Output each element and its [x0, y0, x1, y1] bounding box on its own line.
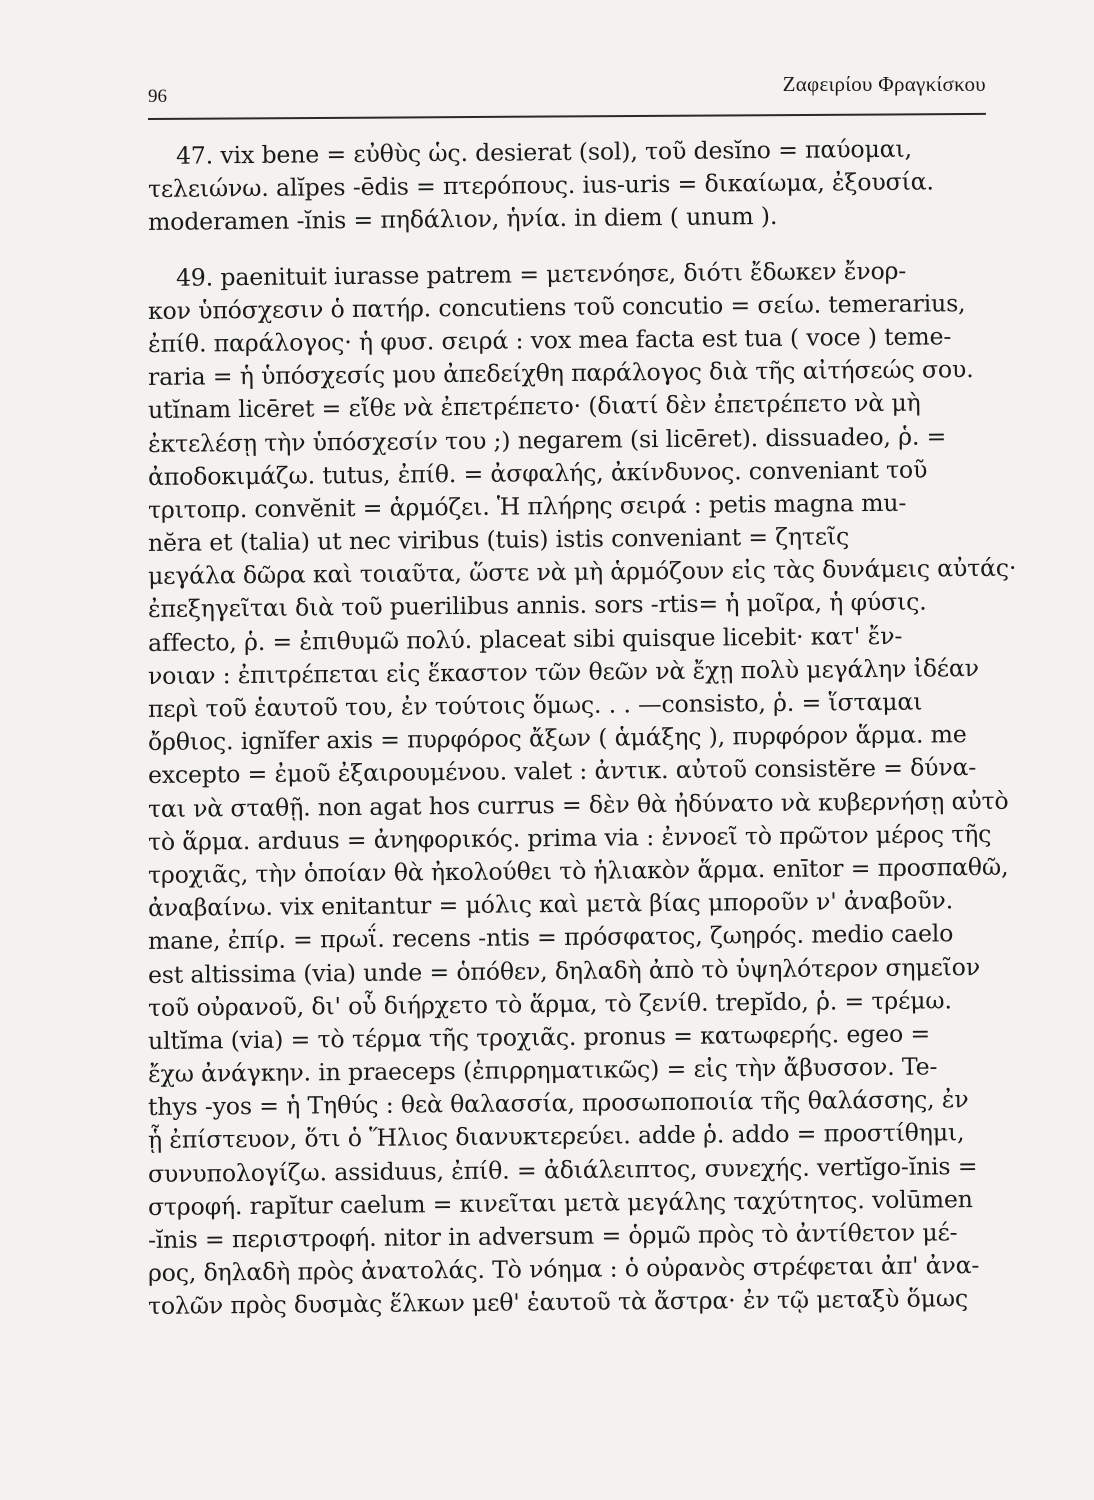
- text-line: ἀποδοκιμάζω. tutus, ἐπίθ. = ἀσφαλής, ἀκίνδυνος. conveniant τοῦ: [147, 455, 928, 491]
- text-line: τολῶν πρὸς δυσμὰς ἕλκων μεθ' ἑαυτοῦ τὰ ἄστρα· ἐν τῷ μεταξὺ ὅμως: [147, 1284, 969, 1321]
- text-line: ultĭma (via) = τὸ τέρμα τῆς τροχιᾶς. pronus = κατωφερής. egeo =: [147, 1019, 931, 1055]
- text-line: μεγάλα δῶρα καὶ τοιαῦτα, ὥστε νὰ μὴ ἁρμόζουν εἰς τὰς δυνάμεις αὐτάς·: [147, 553, 1017, 591]
- text-line: utĭnam licēret = εἴθε νὰ ἐπετρέπετο· (διατί δὲν ἐπετρέπετο νὰ μὴ: [147, 388, 921, 425]
- text-line: 49. paenituit iurasse patrem = μετενόησε, διότι ἔδωκεν ἔνορ-: [175, 256, 907, 292]
- text-line: νοιαν : ἐπιτρέπεται εἰς ἕκαστον τῶν θεῶν νὰ ἔχῃ πολὺ μεγάλην ἰδέαν: [147, 653, 979, 690]
- page-number: 96: [148, 86, 167, 107]
- text-line: ἐπεξηγεῖται διὰ τοῦ puerilibus annis. sors -rtis= ἡ μοῖρα, ἡ φύσις.: [147, 587, 927, 624]
- text-line: ἀναβαίνω. vix enitantur = μόλις καὶ μετὰ βίας μποροῦν ν' ἀναβοῦν.: [147, 886, 954, 923]
- text-line: ρος, δηλαδὴ πρὸς ἀνατολάς. Τὸ νόημα : ὁ οὐρανὸς στρέφεται ἀπ' ἀνα-: [147, 1251, 980, 1288]
- text-line: στροφή. rapĭtur caelum = κινεῖται μετὰ μεγάλης ταχύτητος. volūmen: [147, 1184, 973, 1221]
- paragraph-49: [147, 256, 1017, 1324]
- paragraph-47: [147, 134, 1008, 240]
- text-line: mane, ἐπίρ. = πρωΐ. recens -ntis = πρόσφατος, ζωηρός. medio caelo: [147, 919, 954, 956]
- text-line: κον ὑπόσχεσιν ὁ πατήρ. concutiens τοῦ concutio = σείω. temerarius,: [147, 288, 966, 325]
- running-head: Ζαφειρίου Φραγκίσκου: [782, 72, 986, 96]
- text-line: τελειώνω. alĭpes -ēdis = πτερόπους. ius-uris = δικαίωμα, ἐξουσία.: [147, 167, 934, 204]
- text-line: 47. vix bene = εὐθὺς ὡς. desierat (sol), τοῦ desĭno = παύομαι,: [175, 134, 913, 170]
- text-line: excepto = ἐμοῦ ἐξαιρουμένου. valet : ἀντικ. αὐτοῦ consistĕre = δύνα-: [147, 753, 977, 790]
- page-header: [148, 66, 986, 118]
- text-line: ἐκτελέσῃ τὴν ὑπόσχεσίν του ;) negarem (si licēret). dissuadeo, ῥ. =: [147, 421, 947, 458]
- text-line: τὸ ἅρμα. arduus = ἀνηφορικός. prima via : ἐννοεῖ τὸ πρῶτον μέρος τῆς: [147, 819, 992, 856]
- text-line: ἐπίθ. παράλογος· ἡ φυσ. σειρά : vox mea facta est tua ( voce ) teme-: [147, 322, 952, 358]
- text-line: τροχιᾶς, τὴν ὁποίαν θὰ ἠκολούθει τὸ ἡλιακὸν ἅρμα. enītor = προσπαθῶ,: [147, 852, 1009, 889]
- text-line: τριτοπρ. convĕnit = ἁρμόζει. Ἡ πλήρης σειρά : petis magna mu-: [147, 488, 907, 524]
- text-line: -ĭnis = περιστροφή. nitor in adversum = ὁρμῶ πρὸς τὸ ἀντίθετον μέ-: [147, 1218, 958, 1254]
- text-line: περὶ τοῦ ἑαυτοῦ του, ἐν τούτοις ὅμως. . . —consisto, ῥ. = ἵσταμαι: [147, 687, 923, 723]
- text-line: τοῦ οὐρανοῦ, δι' οὗ διήρχετο τὸ ἅρμα, τὸ ζενίθ. trepĭdo, ῥ. = τρέμω.: [147, 985, 952, 1022]
- body-text: [147, 134, 1017, 1324]
- text-line: ἔχω ἀνάγκην. in praeceps (ἐπιρρηματικῶς) = εἰς τὴν ἄβυσσον. Te-: [147, 1052, 938, 1089]
- text-line: thys -yos = ἡ Τηθύς : θεὰ θαλασσία, προσωποποιία τῆς θαλάσσης, ἐν: [147, 1085, 969, 1122]
- text-line: ᾗ ἐπίστευον, ὅτι ὁ Ἥλιος διανυκτερεύει. adde ῥ. addo = προστίθημι,: [147, 1118, 965, 1155]
- text-line: raria = ἡ ὑπόσχεσίς μου ἀπεδείχθη παράλογος διὰ τῆς αἰτήσεώς σου.: [147, 355, 974, 392]
- text-line: ται νὰ σταθῇ. non agat hos currus = δὲν θὰ ἠδύνατο νὰ κυβερνήσῃ αὐτὸ: [147, 786, 1009, 823]
- text-line: affecto, ῥ. = ἐπιθυμῶ πολύ. placeat sibi quisque licebit· κατ' ἔν-: [147, 621, 903, 657]
- text-line: est altissima (via) unde = ὁπόθεν, δηλαδὴ ἀπὸ τὸ ὑψηλότερον σημεῖον: [147, 952, 981, 989]
- text-line: nĕra et (talia) ut nec viribus (tuis) istis conveniant = ζητεῖς: [147, 522, 850, 558]
- text-line: ὄρθιος. ignĭfer axis = πυρφόρος ἄξων ( ἁμάξης ), πυρφόρον ἅρμα. me: [147, 720, 967, 757]
- text-line: moderamen -ĭnis = πηδάλιον, ἡνία. in diem ( unum ).: [147, 202, 778, 237]
- text-line: συνυπολογίζω. assiduus, ἐπίθ. = ἀδιάλειπτος, συνεχής. vertĭgo-ĭnis =: [147, 1151, 978, 1188]
